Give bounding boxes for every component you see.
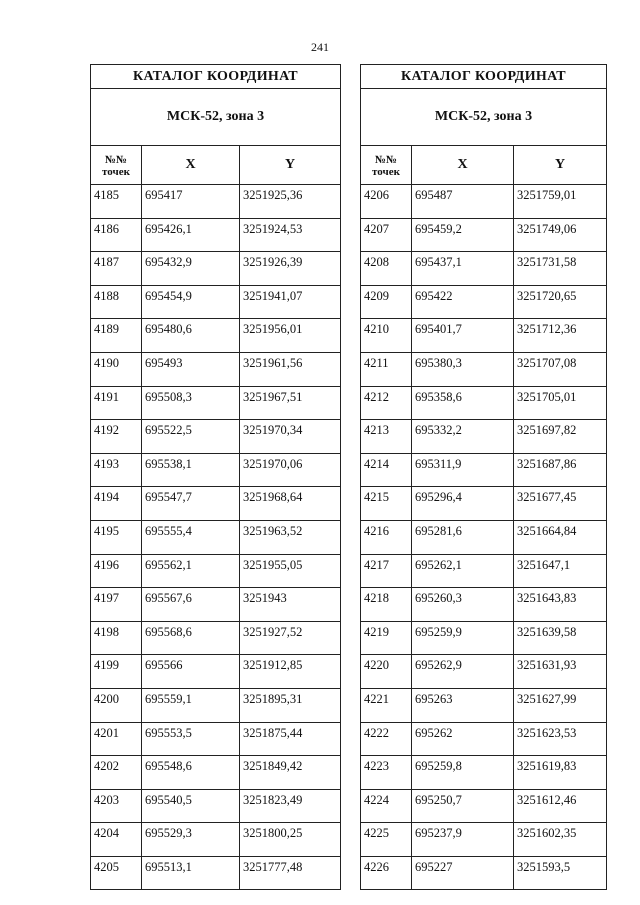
x-coordinate-cell: 695332,2 <box>412 420 514 454</box>
table-row <box>361 856 607 890</box>
table-row <box>361 588 607 622</box>
point-number-header: №№ точек <box>361 146 412 185</box>
x-coordinate-cell: 695432,9 <box>142 252 240 286</box>
x-coordinate-cell: 695262,9 <box>412 655 514 689</box>
y-coordinate-cell: 3251759,01 <box>514 185 607 219</box>
y-coordinate-cell: 3251956,01 <box>240 319 341 353</box>
table-row <box>361 756 607 790</box>
catalog-title: КАТАЛОГ КООРДИНАТ <box>91 65 341 89</box>
point-number-cell: 4211 <box>361 352 412 386</box>
table-row <box>91 621 341 655</box>
x-coordinate-cell: 695529,3 <box>142 823 240 857</box>
x-coordinate-cell: 695311,9 <box>412 453 514 487</box>
x-coordinate-cell: 695540,5 <box>142 789 240 823</box>
y-coordinate-cell: 3251602,35 <box>514 823 607 857</box>
x-coordinate-cell: 695259,9 <box>412 621 514 655</box>
y-coordinate-cell: 3251968,64 <box>240 487 341 521</box>
table-row <box>361 453 607 487</box>
point-number-cell: 4224 <box>361 789 412 823</box>
table-row <box>91 520 341 554</box>
table-row <box>91 285 341 319</box>
table-row <box>91 453 341 487</box>
y-coordinate-cell: 3251875,44 <box>240 722 341 756</box>
y-coordinate-cell: 3251720,65 <box>514 285 607 319</box>
table-row <box>361 554 607 588</box>
table-row <box>91 688 341 722</box>
x-coordinate-cell: 695548,6 <box>142 756 240 790</box>
point-number-cell: 4203 <box>91 789 142 823</box>
point-number-cell: 4200 <box>91 688 142 722</box>
point-number-cell: 4191 <box>91 386 142 420</box>
point-number-cell: 4217 <box>361 554 412 588</box>
point-number-cell: 4216 <box>361 520 412 554</box>
point-number-cell: 4206 <box>361 185 412 219</box>
y-coordinate-cell: 3251619,83 <box>514 756 607 790</box>
x-coordinate-cell: 695454,9 <box>142 285 240 319</box>
table-row <box>361 722 607 756</box>
x-coordinate-cell: 695559,1 <box>142 688 240 722</box>
point-number-cell: 4208 <box>361 252 412 286</box>
table-row <box>91 218 341 252</box>
point-number-cell: 4205 <box>91 856 142 890</box>
x-coordinate-cell: 695262 <box>412 722 514 756</box>
x-coordinate-cell: 695459,2 <box>412 218 514 252</box>
point-number-cell: 4188 <box>91 285 142 319</box>
point-number-cell: 4202 <box>91 756 142 790</box>
table-row <box>361 285 607 319</box>
x-header: X <box>412 146 514 185</box>
point-number-cell: 4221 <box>361 688 412 722</box>
table-row <box>361 520 607 554</box>
x-coordinate-cell: 695553,5 <box>142 722 240 756</box>
x-coordinate-cell: 695401,7 <box>412 319 514 353</box>
point-number-cell: 4194 <box>91 487 142 521</box>
point-number-cell: 4209 <box>361 285 412 319</box>
y-coordinate-cell: 3251593,5 <box>514 856 607 890</box>
y-coordinate-cell: 3251612,46 <box>514 789 607 823</box>
point-number-cell: 4197 <box>91 588 142 622</box>
point-number-cell: 4225 <box>361 823 412 857</box>
x-coordinate-cell: 695358,6 <box>412 386 514 420</box>
catalog-body <box>91 185 341 890</box>
y-coordinate-cell: 3251664,84 <box>514 520 607 554</box>
table-row <box>91 789 341 823</box>
y-coordinate-cell: 3251623,53 <box>514 722 607 756</box>
point-number-cell: 4193 <box>91 453 142 487</box>
table-row <box>361 621 607 655</box>
x-coordinate-cell: 695493 <box>142 352 240 386</box>
x-coordinate-cell: 695237,9 <box>412 823 514 857</box>
y-coordinate-cell: 3251941,07 <box>240 285 341 319</box>
point-number-cell: 4226 <box>361 856 412 890</box>
x-coordinate-cell: 695262,1 <box>412 554 514 588</box>
point-number-cell: 4219 <box>361 621 412 655</box>
y-coordinate-cell: 3251926,39 <box>240 252 341 286</box>
point-number-cell: 4186 <box>91 218 142 252</box>
y-coordinate-cell: 3251749,06 <box>514 218 607 252</box>
table-row <box>91 319 341 353</box>
y-coordinate-cell: 3251777,48 <box>240 856 341 890</box>
point-number-cell: 4215 <box>361 487 412 521</box>
table-row <box>361 218 607 252</box>
coordinate-catalog-left <box>90 64 341 890</box>
x-coordinate-cell: 695259,8 <box>412 756 514 790</box>
y-coordinate-cell: 3251970,34 <box>240 420 341 454</box>
x-coordinate-cell: 695422 <box>412 285 514 319</box>
y-coordinate-cell: 3251687,86 <box>514 453 607 487</box>
page-number: 241 <box>311 40 329 54</box>
table-row <box>91 856 341 890</box>
y-coordinate-cell: 3251823,49 <box>240 789 341 823</box>
table-row <box>361 688 607 722</box>
y-coordinate-cell: 3251697,82 <box>514 420 607 454</box>
x-coordinate-cell: 695567,6 <box>142 588 240 622</box>
x-coordinate-cell: 695227 <box>412 856 514 890</box>
y-coordinate-cell: 3251731,58 <box>514 252 607 286</box>
table-row <box>91 252 341 286</box>
point-number-cell: 4210 <box>361 319 412 353</box>
x-coordinate-cell: 695250,7 <box>412 789 514 823</box>
x-coordinate-cell: 695260,3 <box>412 588 514 622</box>
x-coordinate-cell: 695562,1 <box>142 554 240 588</box>
y-header: Y <box>514 146 607 185</box>
x-coordinate-cell: 695417 <box>142 185 240 219</box>
y-coordinate-cell: 3251927,52 <box>240 621 341 655</box>
table-row <box>361 789 607 823</box>
table-row <box>91 420 341 454</box>
point-number-cell: 4189 <box>91 319 142 353</box>
point-number-cell: 4204 <box>91 823 142 857</box>
table-row <box>361 420 607 454</box>
x-coordinate-cell: 695480,6 <box>142 319 240 353</box>
x-coordinate-cell: 695555,4 <box>142 520 240 554</box>
table-row <box>91 588 341 622</box>
x-coordinate-cell: 695263 <box>412 688 514 722</box>
y-coordinate-cell: 3251849,42 <box>240 756 341 790</box>
table-row <box>361 319 607 353</box>
point-number-cell: 4214 <box>361 453 412 487</box>
y-coordinate-cell: 3251712,36 <box>514 319 607 353</box>
catalog-body <box>361 185 607 890</box>
y-coordinate-cell: 3251677,45 <box>514 487 607 521</box>
table-row <box>91 487 341 521</box>
y-coordinate-cell: 3251639,58 <box>514 621 607 655</box>
table-row <box>361 823 607 857</box>
x-coordinate-cell: 695508,3 <box>142 386 240 420</box>
table-row <box>91 756 341 790</box>
table-row <box>361 185 607 219</box>
table-row <box>361 252 607 286</box>
x-header: X <box>142 146 240 185</box>
y-coordinate-cell: 3251961,56 <box>240 352 341 386</box>
y-coordinate-cell: 3251912,85 <box>240 655 341 689</box>
x-coordinate-cell: 695426,1 <box>142 218 240 252</box>
point-number-cell: 4213 <box>361 420 412 454</box>
catalog-subtitle: МСК-52, зона 3 <box>361 89 607 146</box>
catalog-title: КАТАЛОГ КООРДИНАТ <box>361 65 607 89</box>
table-row <box>361 655 607 689</box>
y-coordinate-cell: 3251627,99 <box>514 688 607 722</box>
table-row <box>91 386 341 420</box>
point-number-cell: 4222 <box>361 722 412 756</box>
point-number-cell: 4190 <box>91 352 142 386</box>
table-row <box>91 352 341 386</box>
point-number-cell: 4218 <box>361 588 412 622</box>
point-number-cell: 4192 <box>91 420 142 454</box>
point-number-cell: 4187 <box>91 252 142 286</box>
y-coordinate-cell: 3251647,1 <box>514 554 607 588</box>
point-number-cell: 4220 <box>361 655 412 689</box>
x-coordinate-cell: 695513,1 <box>142 856 240 890</box>
point-number-cell: 4212 <box>361 386 412 420</box>
x-coordinate-cell: 695380,3 <box>412 352 514 386</box>
coordinate-catalog-right <box>360 64 607 890</box>
y-coordinate-cell: 3251631,93 <box>514 655 607 689</box>
y-coordinate-cell: 3251924,53 <box>240 218 341 252</box>
y-coordinate-cell: 3251970,06 <box>240 453 341 487</box>
table-row <box>91 655 341 689</box>
point-number-header: №№ точек <box>91 146 142 185</box>
y-coordinate-cell: 3251895,31 <box>240 688 341 722</box>
x-coordinate-cell: 695522,5 <box>142 420 240 454</box>
table-row <box>91 823 341 857</box>
point-number-cell: 4185 <box>91 185 142 219</box>
point-number-cell: 4207 <box>361 218 412 252</box>
y-coordinate-cell: 3251800,25 <box>240 823 341 857</box>
x-coordinate-cell: 695547,7 <box>142 487 240 521</box>
table-row <box>91 185 341 219</box>
x-coordinate-cell: 695487 <box>412 185 514 219</box>
y-coordinate-cell: 3251707,08 <box>514 352 607 386</box>
y-header: Y <box>240 146 341 185</box>
catalog-subtitle: МСК-52, зона 3 <box>91 89 341 146</box>
point-number-cell: 4198 <box>91 621 142 655</box>
x-coordinate-cell: 695566 <box>142 655 240 689</box>
y-coordinate-cell: 3251967,51 <box>240 386 341 420</box>
y-coordinate-cell: 3251705,01 <box>514 386 607 420</box>
table-row <box>91 722 341 756</box>
y-coordinate-cell: 3251943 <box>240 588 341 622</box>
y-coordinate-cell: 3251955,05 <box>240 554 341 588</box>
y-coordinate-cell: 3251643,83 <box>514 588 607 622</box>
x-coordinate-cell: 695538,1 <box>142 453 240 487</box>
point-number-cell: 4223 <box>361 756 412 790</box>
point-number-cell: 4199 <box>91 655 142 689</box>
table-row <box>361 352 607 386</box>
table-row <box>361 487 607 521</box>
x-coordinate-cell: 695568,6 <box>142 621 240 655</box>
x-coordinate-cell: 695437,1 <box>412 252 514 286</box>
y-coordinate-cell: 3251963,52 <box>240 520 341 554</box>
point-number-cell: 4196 <box>91 554 142 588</box>
x-coordinate-cell: 695296,4 <box>412 487 514 521</box>
table-row <box>361 386 607 420</box>
point-number-cell: 4201 <box>91 722 142 756</box>
point-number-cell: 4195 <box>91 520 142 554</box>
table-row <box>91 554 341 588</box>
x-coordinate-cell: 695281,6 <box>412 520 514 554</box>
y-coordinate-cell: 3251925,36 <box>240 185 341 219</box>
